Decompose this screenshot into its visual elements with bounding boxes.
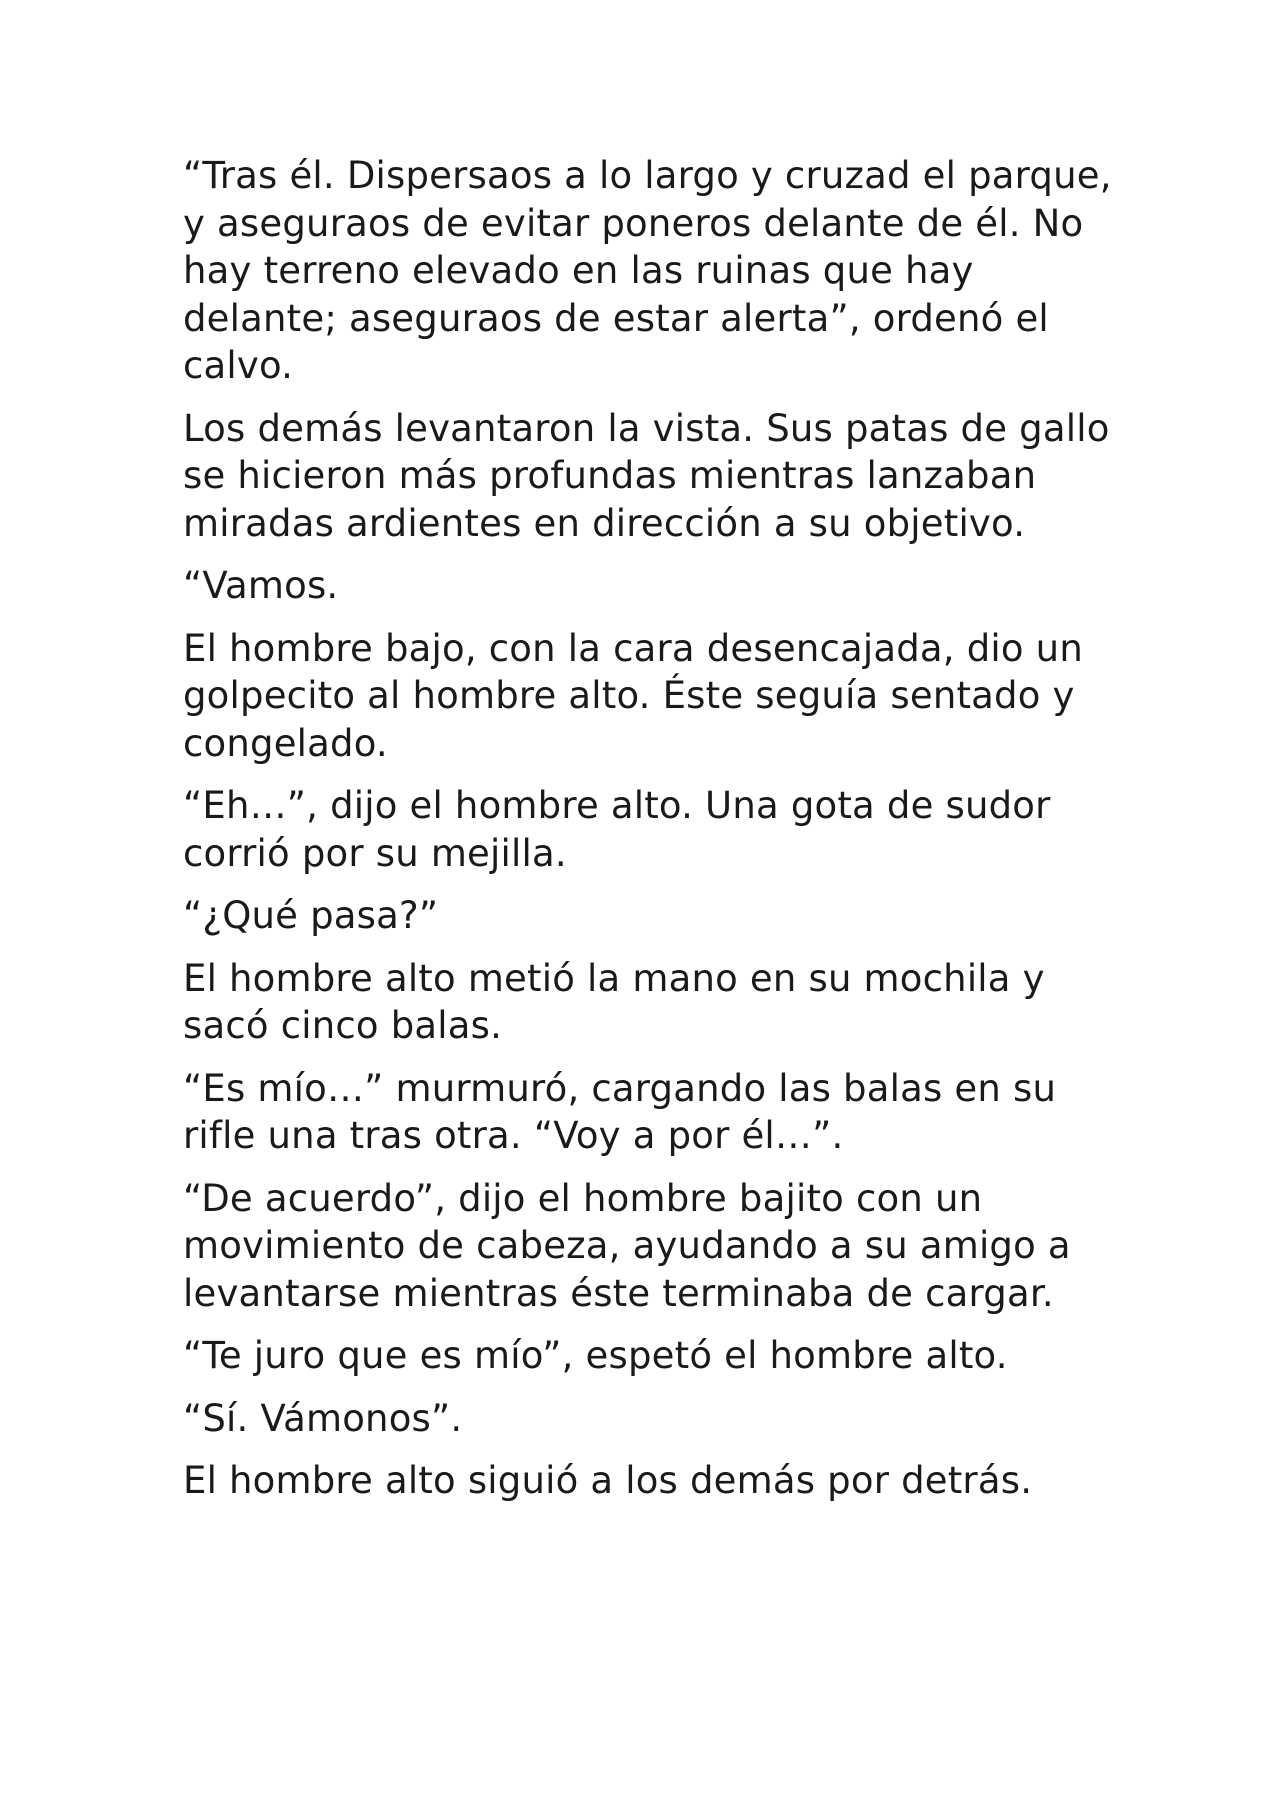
page-text (183, 152, 1123, 1520)
paragraph: “¿Qué pasa?” (183, 894, 439, 937)
paragraph: “Tras él. Dispersaos a lo largo y cruzad el parque, y aseguraos de evitar poneros delante de él. No hay terreno elevado en las ruinas que hay delante; aseguraos de estar alerta”, ordenó el calvo. (183, 154, 1112, 387)
paragraph: El hombre alto metió la mano en su mochila y sacó cinco balas. (183, 956, 1045, 1047)
paragraph: “Es mío…” murmuró, cargando las balas en su rifle una tras otra. “Voy a por él…”. (183, 1066, 1057, 1157)
paragraph: “Te juro que es mío”, espetó el hombre alto. (183, 1334, 1008, 1377)
paragraph: “Sí. Vámonos”. (183, 1396, 463, 1440)
paragraph: El hombre bajo, con la cara desencajada, dio un golpecito al hombre alto. Éste seguía sentado y congelado. (183, 626, 1083, 765)
paragraph: “Eh…”, dijo el hombre alto. Una gota de sudor corrió por su mejilla. (183, 784, 1051, 875)
paragraph: El hombre alto siguió a los demás por detrás. (183, 1459, 1033, 1502)
paragraph: “Vamos. (183, 564, 339, 607)
paragraph: “De acuerdo”, dijo el hombre bajito con un movimiento de cabeza, ayudando a su amigo a levantarse mientras éste terminaba de cargar. (183, 1176, 1071, 1315)
paragraph: Los demás levantaron la vista. Sus patas de gallo se hicieron más profundas mientras lanzaban miradas ardientes en dirección a su objetivo. (183, 406, 1110, 545)
